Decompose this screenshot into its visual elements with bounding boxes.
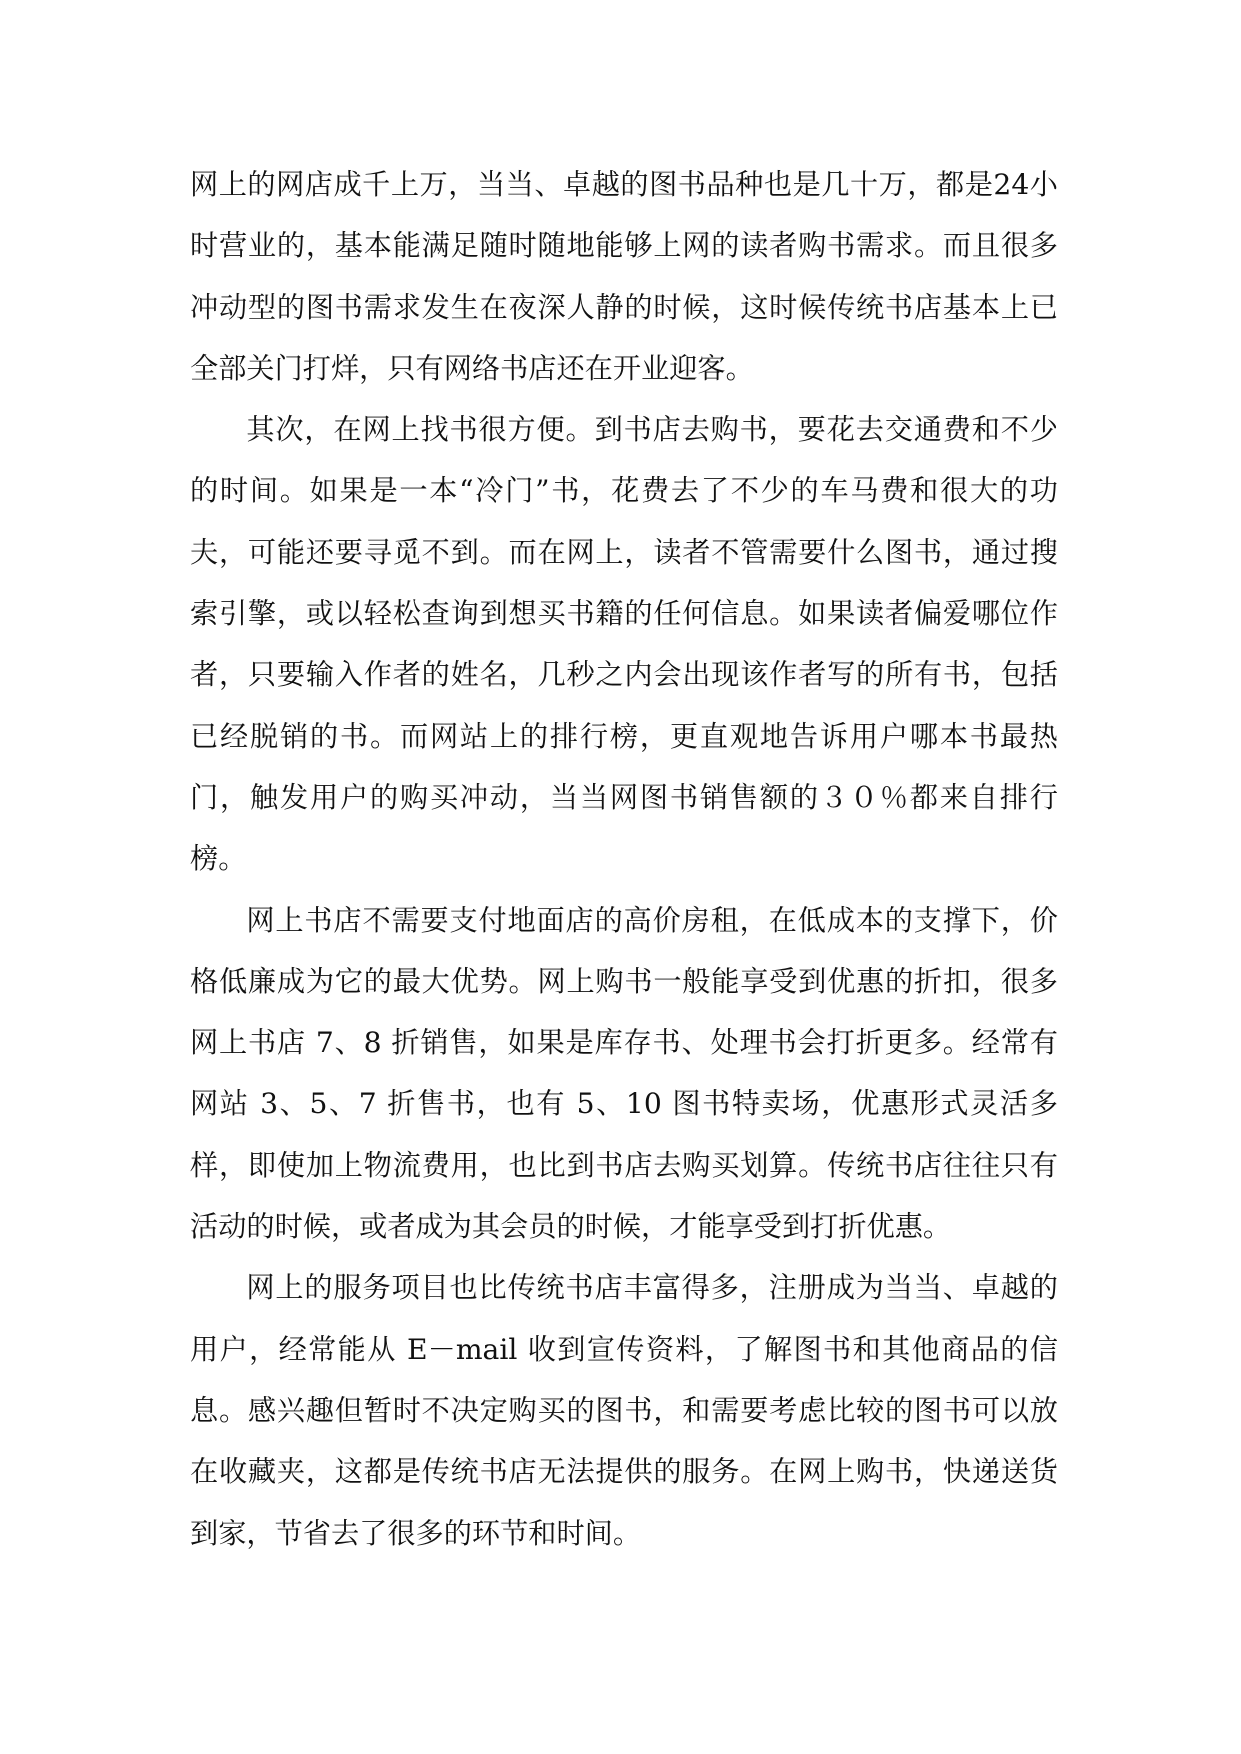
- paragraph-4: 网上的服务项目也比传统书店丰富得多，注册成为当当、卓越的用户，经常能从 E－mail 收到宣传资料，了解图书和其他商品的信息。感兴趣但暂时不决定购买的图书，和需要考虑比较的图书可以放在收藏夹，这都是传统书店无法提供的服务。在网上购书，快递送货到家，节省去了很多的环节和时间。: [190, 1271, 1058, 1550]
- document-body: [190, 154, 1058, 1564]
- paragraph-1: 网上的网店成千上万，当当、卓越的图书品种也是几十万，都是24小时营业的，基本能满足随时随地能够上网的读者购书需求。而且很多冲动型的图书需求发生在夜深人静的时候，这时候传统书店基本上已全部关门打烊，只有网络书店还在开业迎客。: [190, 168, 1058, 385]
- paragraph-3: 网上书店不需要支付地面店的高价房租，在低成本的支撑下，价格低廉成为它的最大优势。网上购书一般能享受到优惠的折扣，很多网上书店 7、8 折销售，如果是库存书、处理书会打折更多。经常有网站 3、5、7 折售书，也有 5、10 图书特卖场，优惠形式灵活多样，即使加上物流费用，也比到书店去购买划算。传统书店往往只有活动的时候，或者成为其会员的时候，才能享受到打折优惠。: [190, 903, 1058, 1244]
- paragraph-2: 其次，在网上找书很方便。到书店去购书，要花去交通费和不少的时间。如果是一本“冷门”书，花费去了不少的车马费和很大的功夫，可能还要寻觅不到。而在网上，读者不管需要什么图书，通过搜索引擎，或以轻松查询到想买书籍的任何信息。如果读者偏爱哪位作者，只要输入作者的姓名，几秒之内会出现该作者写的所有书，包括已经脱销的书。而网站上的排行榜，更直观地告诉用户哪本书最热门，触发用户的购买冲动，当当网图书销售额的３０％都来自排行榜。: [190, 413, 1058, 876]
